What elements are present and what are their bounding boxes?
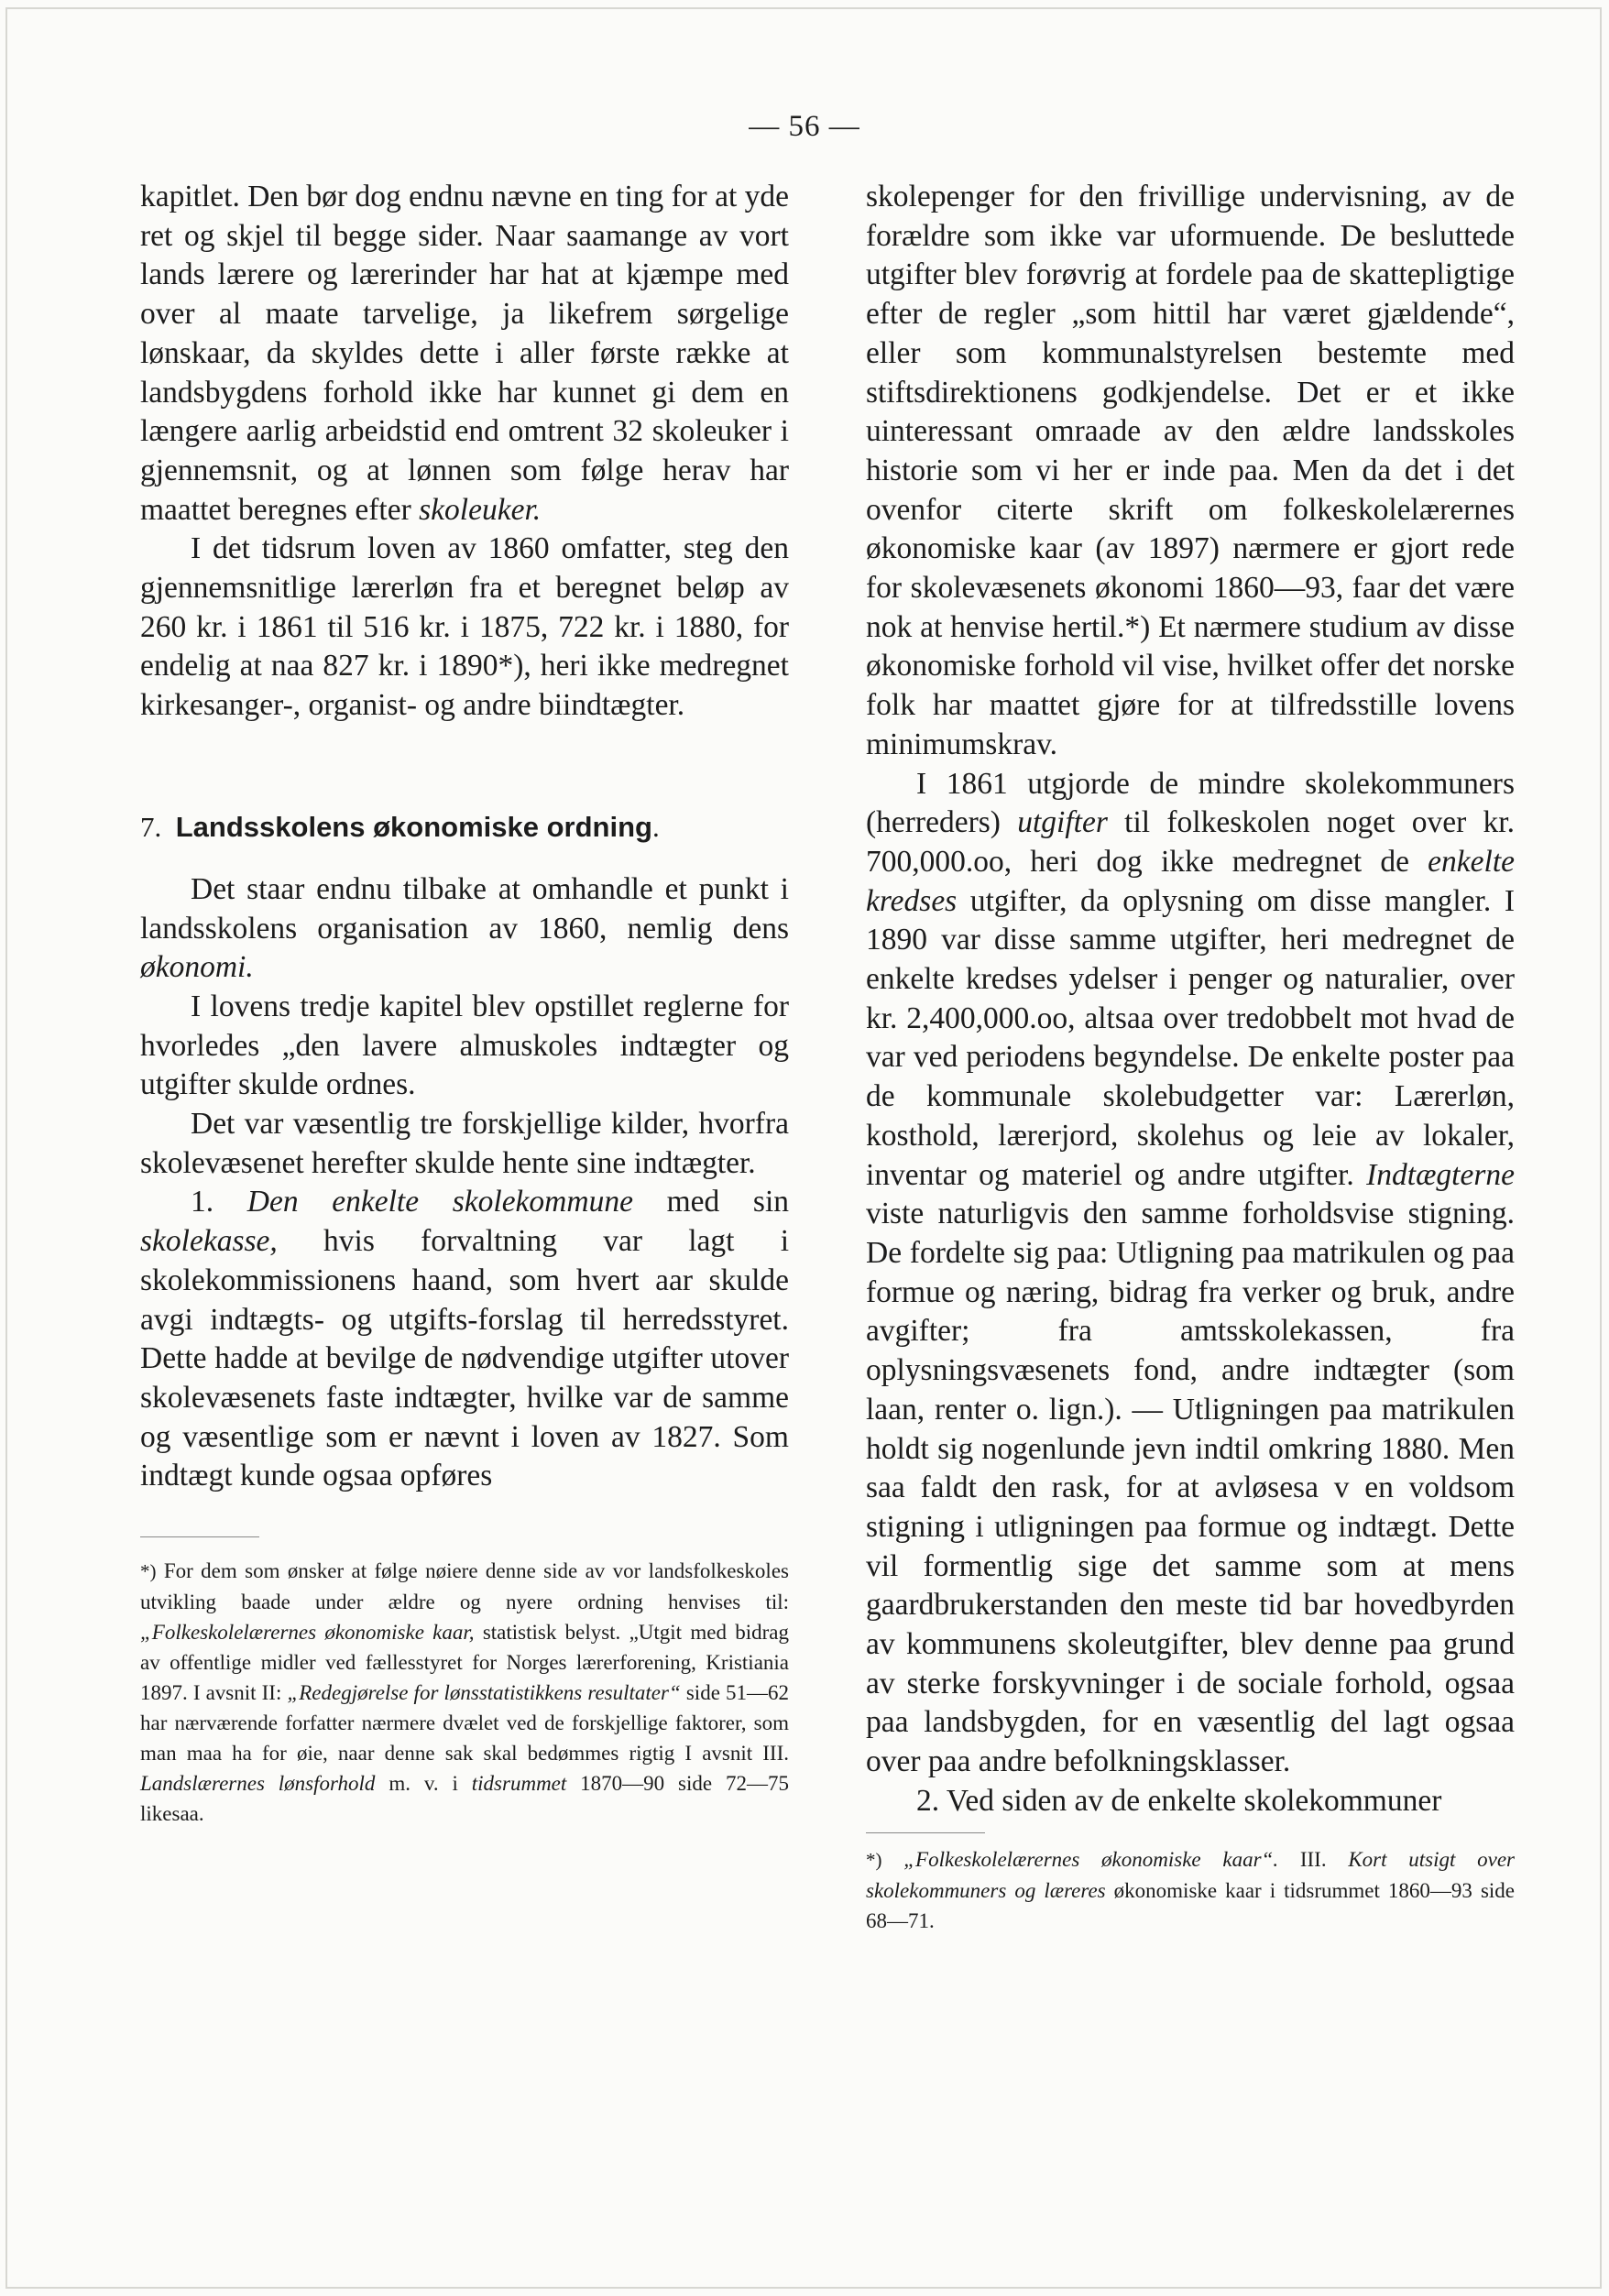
footnote-emphasis: Kort utsigt over skolekommuners og læreres — [866, 1847, 1515, 1902]
footnote — [866, 1844, 1515, 1936]
paragraph-text: med sin — [632, 1185, 790, 1219]
paragraph: Det var væsentlig tre forskjellige kilder, hvorfra skolevæsenet herefter skulde hente sine indtægter. — [140, 1107, 789, 1180]
footnote-marker: *) — [866, 1848, 882, 1871]
footnote-text: 1870—90 side 72—75 likesaa. — [140, 1772, 789, 1826]
footnote-emphasis: Landslærernes lønsforhold — [140, 1772, 376, 1796]
emphasis-text: skolekasse, — [140, 1224, 278, 1259]
paragraph-text: viste naturligvis den samme forholdsvise stigning. De fordelte sig paa: Utligning paa matrikulen og paa formue og næring, bidrag fra verker og bruk, andre avgifter; fra amtsskolekassen, fra oplysningsvæsenets fond, andre indtægter (som laan, renter o. lign.). — Utligningen paa matrikulen holdt sig nogenlunde jevn indtil omkring 1880. Men saa faldt den rask, for at avløsesa v en voldsom stigning i utligningen paa formue og indtægt. Dette vil formentlig sige det samme som at mens gaardbrukerstanden den meste tid bar hovedbyrden av kommunens skoleutgifter, blev denne paa grund av sterke forskyvninger i de sociale forhold, ogsaa paa landsbygden, for en væsentlig del lagt ogsaa over paa andre befolkningsklasser. — [866, 1197, 1515, 1779]
footnote-emphasis: „Redegjørelse for lønsstatistikkens resultater“ — [287, 1681, 681, 1705]
section-title: Landsskolens økonomiske ordning — [175, 810, 652, 843]
section-dot: . — [651, 810, 660, 843]
paragraph-text: til folkeskolen noget over kr. 700,000.oo, heri dog ikke medregnet de — [866, 805, 1515, 879]
emphasis-text: enkelte kredses — [866, 844, 1515, 918]
emphasis-text: skoleuker. — [419, 492, 542, 527]
emphasis-text: utgifter — [1017, 805, 1108, 840]
footnote-emphasis: tidsrummet — [471, 1772, 567, 1796]
paragraph: 2. Ved siden av de enkelte skolekommuner — [916, 1783, 1442, 1818]
footnote-text: økonomiske kaar i tidsrummet 1860—93 side 68—71. — [866, 1878, 1515, 1932]
paragraph: I lovens tredje kapitel blev opstillet reglerne for hvorledes „den lavere almuskoles indtægter og utgifter skulde ordnes. — [140, 989, 789, 1102]
footnote-text: For dem som ønsker at følge nøiere denne side av vor landsfolkeskoles utvikling baade under ældre og nyere ordning henvises til: — [140, 1559, 789, 1614]
footnote-text: statistisk belyst. „Utgit med bidrag av offentlige midler ved fællesstyret for Norges lærerforening, Kristiania 1897. I avsnit II: — [140, 1621, 789, 1705]
paragraph-text: utgifter, da oplysning om disse mangler. I 1890 var disse samme utgifter, heri medregnet de enkelte kredses ydelser i penger og naturalier, over kr. 2,400,000.oo, altsaa over tredobbelt mot hvad de var ved periodens begyndelse. De enkelte poster paa de kommunale skolebudgetter var: Lærerløn, kosthold, lærerjord, skolehus og leie av lokaler, inventar og materiel og andre utgifter. — [866, 883, 1515, 1192]
section-heading — [140, 808, 789, 847]
footnote-text: m. v. i — [375, 1772, 472, 1796]
footnote-rule — [866, 1832, 985, 1833]
page-number: — 56 — — [749, 110, 860, 143]
footnote-rule — [140, 1536, 259, 1537]
emphasis-text: økonomi. — [140, 950, 254, 985]
left-column — [140, 178, 789, 1829]
paragraph-text: I 1861 utgjorde de mindre skolekommuners (herreders) — [866, 766, 1515, 840]
paragraph-text: 1. — [191, 1185, 247, 1219]
paragraph: I det tidsrum loven av 1860 omfatter, steg den gjennemsnitlige lærerløn fra et beregnet beløp av 260 kr. i 1861 til 516 kr. i 1875, 722 kr. i 1880, for endelig at naa 827 kr. i 1890*), heri ikke medregnet kirkesanger-, organist- og andre biindtægter. — [140, 531, 789, 723]
footnote-emphasis: „Folkeskolelærernes økonomiske kaar“. — [881, 1847, 1279, 1871]
footnote — [140, 1556, 789, 1829]
footnote-marker: *) — [140, 1560, 157, 1583]
footnote-emphasis: „Folkeskolelærernes økonomiske kaar, — [140, 1621, 475, 1645]
paragraph — [140, 178, 789, 530]
footnote-text: side 51—62 har nærværende forfatter nærmere dvælet ved de forskjellige faktorer, som man maa ha for øie, naar denne sak skal bedømmes rigtig I avsnit III. — [140, 1681, 789, 1766]
emphasis-text: Indtægterne — [1366, 1157, 1515, 1192]
paragraph-text: kapitlet. Den bør dog endnu nævne en ting for at yde ret og skjel til begge sider. Naar saamange av vort lands lærere og lærerinder har hat at kjæmpe med over al maate tarvelige, ja likefrem sørgelige lønskaar, da skyldes dette i aller første række at landsbygdens forhold ikke har kunnet gi dem en længere aarlig arbeidstid end omtrent 32 skoleuker i gjennemsnit, og at lønnen som følge herav har maattet beregnes efter — [140, 180, 789, 527]
paragraph: skolepenger for den frivillige undervisning, av de forældre som ikke var uformuende. De besluttede utgifter blev forøvrig at fordele paa de skattepligtige efter de regler „som hittil har været gjældende“, eller som kommunalstyrelsen bestemte med stiftsdirektionens godkjendelse. Det er et ikke uinteressant omraade av den ældre landsskoles historie som vi her er inde paa. Men da det i det ovenfor citerte skrift om folkeskolelærernes økonomiske kaar (av 1897) nærmere er gjort rede for skolevæsenets økonomi 1860—93, faar det være nok at henvise hertil.*) Et nærmere studium av disse økonomiske forhold vil vise, hvilket offer det norske folk har maattet gjøre for at tilfredsstille lovens minimumskrav. — [866, 180, 1515, 761]
section-number: 7. — [140, 810, 162, 843]
paragraph — [866, 765, 1515, 1782]
paragraph — [140, 1183, 789, 1496]
paragraph — [140, 870, 789, 988]
footnote-text: III. — [1278, 1847, 1349, 1871]
paragraph-text: hvis forvaltning var lagt i skolekommissionens haand, som hvert aar skulde avgi indtægts- og utgifts-forslag til herredsstyret. Dette hadde at bevilge de nødvendige utgifter utover skolevæsenets faste indtægter, hvilke var de samme og væsentlige som er nævnt i loven av 1827. Som indtægt kunde ogsaa opføres — [140, 1224, 789, 1493]
right-column — [866, 178, 1515, 1936]
paragraph-text: Det staar endnu tilbake at omhandle et punkt i landsskolens organisation av 1860, nemlig dens — [140, 871, 789, 946]
emphasis-text: Den enkelte skolekommune — [246, 1185, 633, 1219]
